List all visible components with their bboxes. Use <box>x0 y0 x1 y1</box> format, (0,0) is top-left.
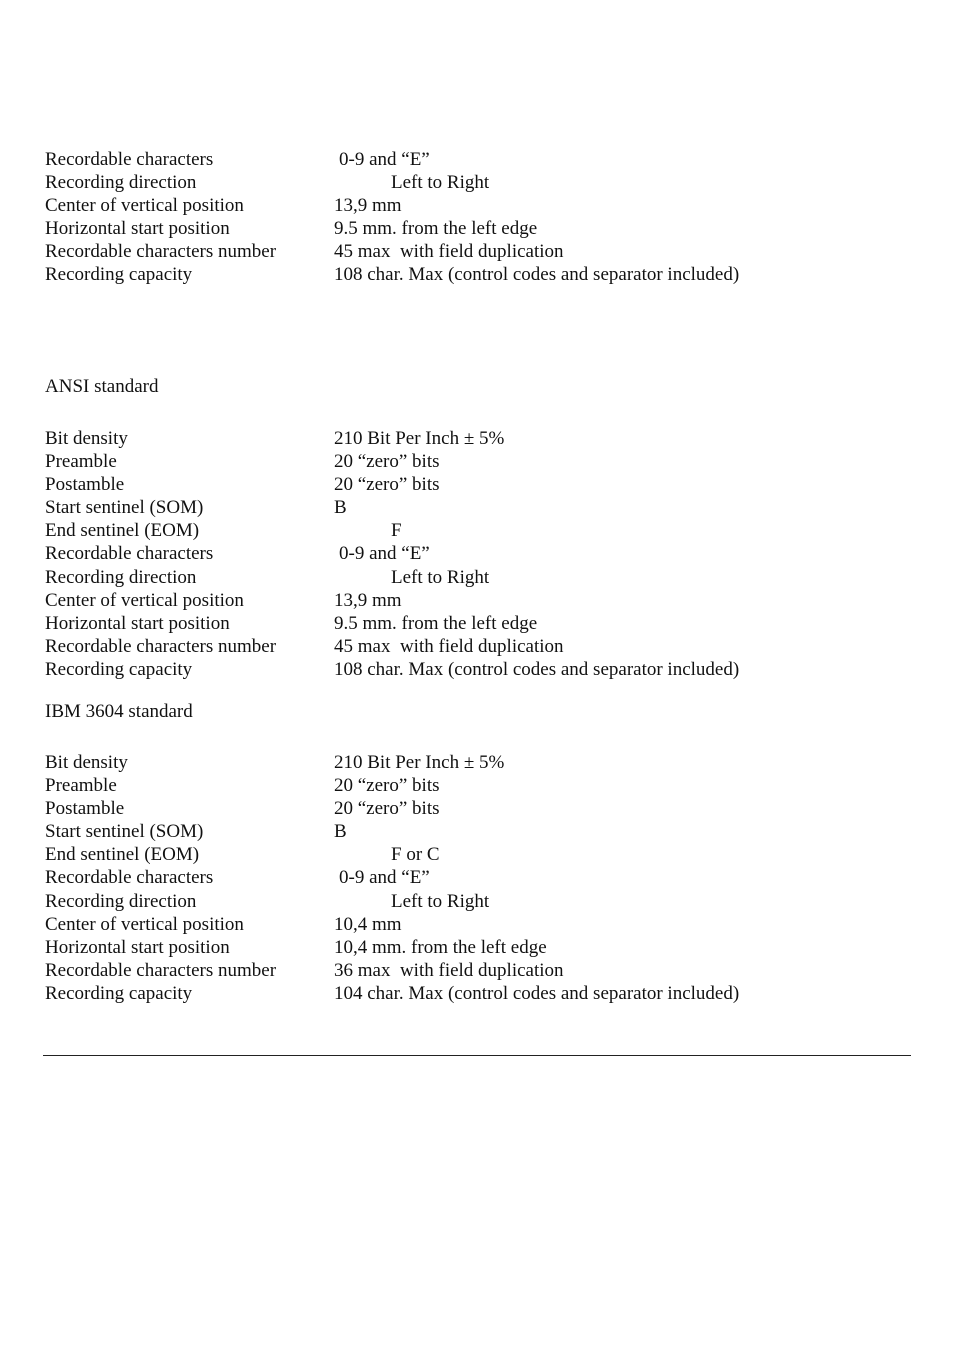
spec-row <box>45 450 925 473</box>
spec-value: 0-9 and “E” <box>339 149 430 170</box>
spec-row <box>45 890 925 913</box>
spec-row <box>45 427 925 450</box>
spec-row <box>45 797 925 820</box>
spec-label: Postamble <box>45 474 125 496</box>
spec-value: B <box>334 497 347 519</box>
spec-value: Left to Right <box>391 566 490 588</box>
spec-label: Bit density <box>45 428 128 449</box>
spec-label: Recording capacity <box>45 658 193 680</box>
spec-value: 210 Bit Per Inch ± 5% <box>334 752 505 773</box>
spec-row <box>45 751 925 774</box>
spec-value: 9.5 mm. from the left edge <box>334 218 538 240</box>
spec-value: 13,9 mm <box>334 195 402 217</box>
spec-value: F or C <box>391 844 440 866</box>
spec-value: 108 char. Max (control codes and separator included) <box>334 264 740 286</box>
spec-row <box>45 635 925 658</box>
spec-label: Postamble <box>45 798 125 820</box>
spec-row <box>45 936 925 959</box>
spec-value: 104 char. Max (control codes and separator included) <box>334 982 740 1004</box>
spec-value: 210 Bit Per Inch ± 5% <box>334 428 505 449</box>
spec-row <box>45 566 925 589</box>
spec-row <box>45 612 925 635</box>
spec-label: End sentinel (EOM) <box>45 844 200 866</box>
spec-row <box>45 589 925 612</box>
spec-value: Left to Right <box>391 890 490 912</box>
spec-row <box>45 171 925 194</box>
section-heading-ansi: ANSI standard <box>45 376 159 397</box>
spec-value: 36 max with field duplication <box>334 959 564 981</box>
spec-row <box>45 982 925 1005</box>
spec-label: Recording direction <box>45 566 197 588</box>
spec-label: Preamble <box>45 451 117 473</box>
spec-row <box>45 866 925 889</box>
spec-value: 10,4 mm. from the left edge <box>334 936 547 958</box>
spec-label: Recording direction <box>45 890 197 912</box>
spec-row <box>45 240 925 263</box>
spec-value: 20 “zero” bits <box>334 775 440 797</box>
spec-row <box>45 774 925 797</box>
spec-label: Center of vertical position <box>45 913 244 935</box>
spec-list-top <box>45 148 925 287</box>
spec-label: Recordable characters number <box>45 959 277 981</box>
spec-value: 0-9 and “E” <box>339 867 430 889</box>
spec-label: Recordable characters <box>45 543 214 565</box>
spec-row <box>45 217 925 240</box>
spec-label: Recording capacity <box>45 982 193 1004</box>
spec-value: F <box>391 520 402 542</box>
spec-label: Start sentinel (SOM) <box>45 821 204 843</box>
spec-value: 10,4 mm <box>334 913 402 935</box>
section-heading-ibm: IBM 3604 standard <box>45 701 193 722</box>
spec-value: 45 max with field duplication <box>334 241 564 263</box>
spec-label: Horizontal start position <box>45 612 230 634</box>
spec-value: 45 max with field duplication <box>334 635 564 657</box>
spec-label: Horizontal start position <box>45 936 230 958</box>
spec-value: 0-9 and “E” <box>339 543 430 565</box>
spec-row <box>45 843 925 866</box>
spec-value: 20 “zero” bits <box>334 451 440 473</box>
spec-label: Preamble <box>45 775 117 797</box>
spec-row <box>45 496 925 519</box>
spec-value: B <box>334 821 347 843</box>
spec-value: 20 “zero” bits <box>334 474 440 496</box>
spec-value: 108 char. Max (control codes and separator included) <box>334 658 740 680</box>
spec-row <box>45 194 925 217</box>
spec-label: Center of vertical position <box>45 589 244 611</box>
spec-row <box>45 148 925 171</box>
spec-label: Recordable characters number <box>45 241 277 263</box>
spec-label: Recording direction <box>45 172 197 194</box>
spec-row <box>45 959 925 982</box>
spec-row <box>45 913 925 936</box>
spec-label: Center of vertical position <box>45 195 244 217</box>
spec-value: Left to Right <box>391 172 490 194</box>
spec-row <box>45 820 925 843</box>
spec-value: 13,9 mm <box>334 589 402 611</box>
spec-label: Recordable characters number <box>45 635 277 657</box>
spec-list-ansi <box>45 427 925 681</box>
spec-label: Horizontal start position <box>45 218 230 240</box>
spec-label: End sentinel (EOM) <box>45 520 200 542</box>
spec-label: Recording capacity <box>45 264 193 286</box>
spec-value: 20 “zero” bits <box>334 798 440 820</box>
spec-row <box>45 263 925 286</box>
spec-row <box>45 473 925 496</box>
spec-label: Recordable characters <box>45 867 214 889</box>
spec-label: Bit density <box>45 752 128 773</box>
spec-label: Recordable characters <box>45 149 214 170</box>
spec-row <box>45 658 925 681</box>
spec-row <box>45 542 925 565</box>
spec-row <box>45 519 925 542</box>
spec-label: Start sentinel (SOM) <box>45 497 204 519</box>
spec-value: 9.5 mm. from the left edge <box>334 612 538 634</box>
footer-divider <box>43 1055 911 1056</box>
spec-list-ibm <box>45 751 925 1005</box>
